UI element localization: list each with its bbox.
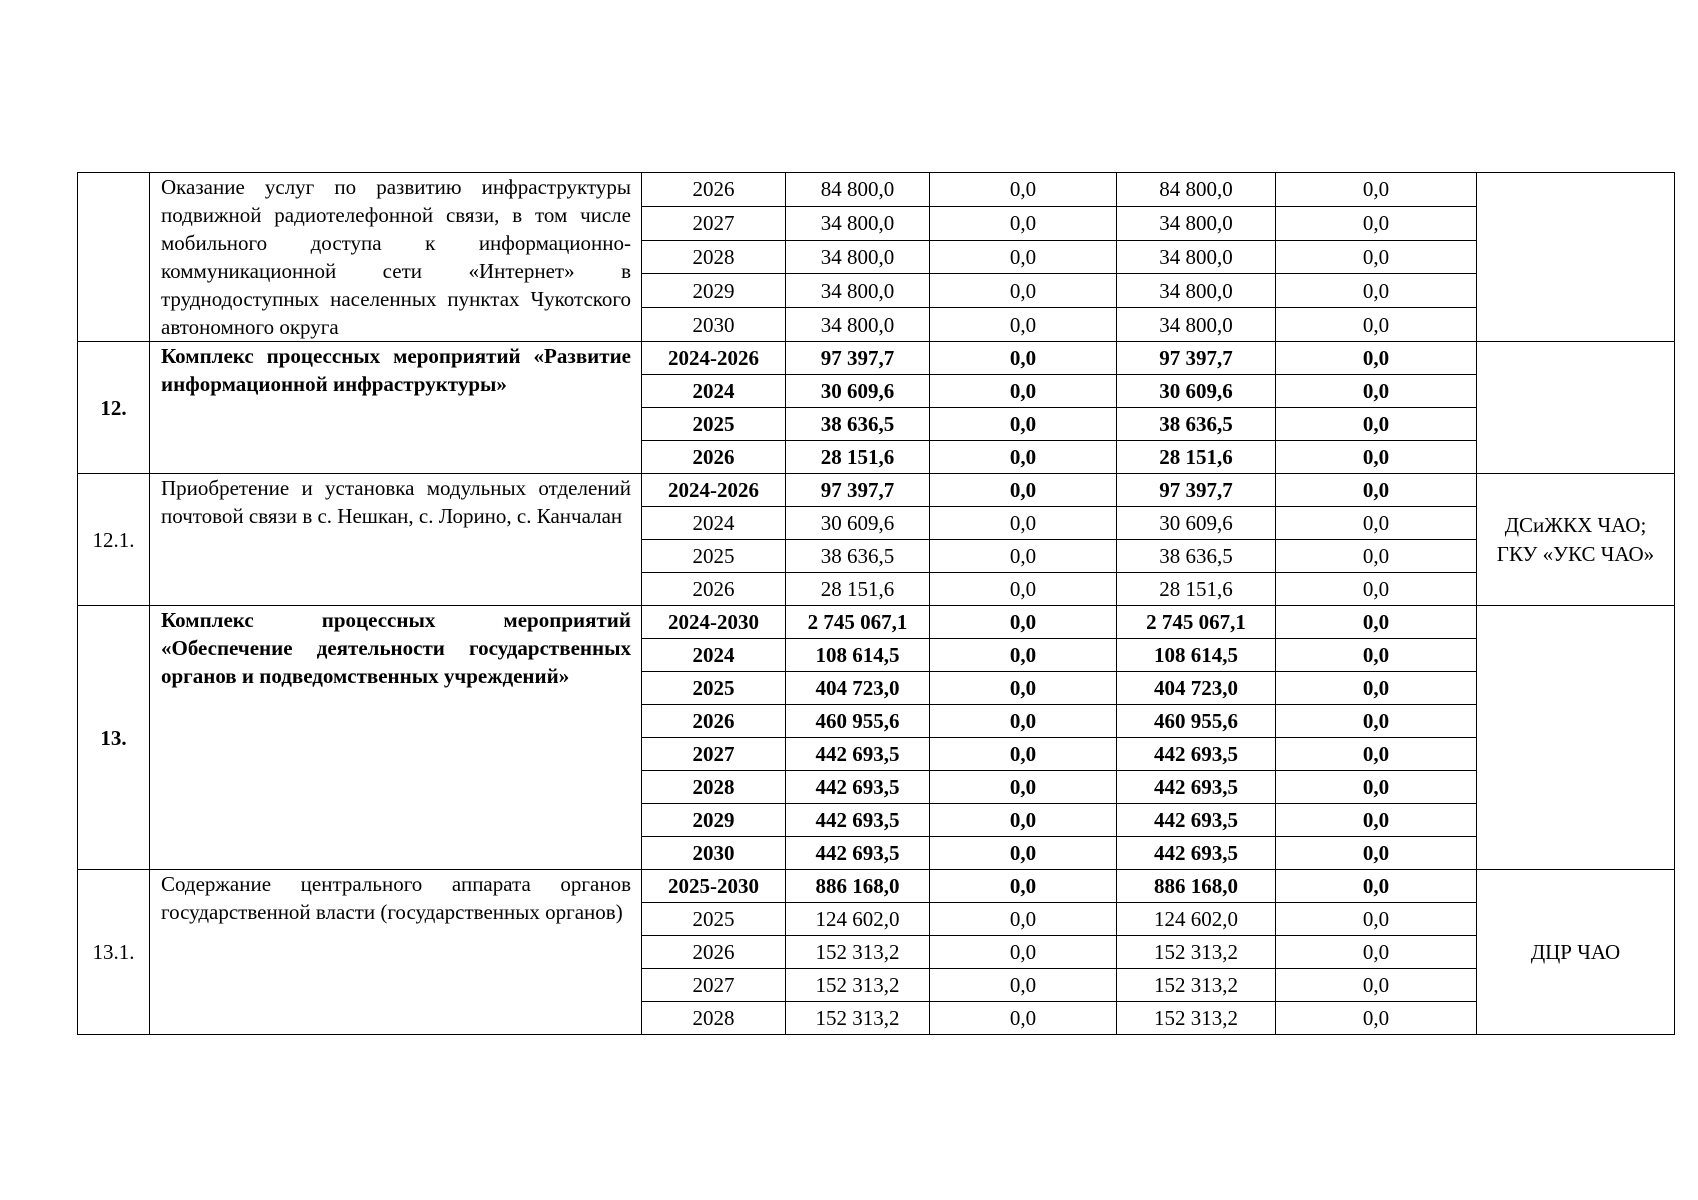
value-cell: 0,0 bbox=[1276, 441, 1477, 474]
row-description: Комплекс процессных мероприятий «Развитие информационной инфраструктуры» bbox=[150, 342, 642, 474]
value-cell: 0,0 bbox=[930, 804, 1117, 837]
year-cell: 2025 bbox=[642, 540, 786, 573]
total-cell: 442 693,5 bbox=[786, 771, 930, 804]
value-cell: 0,0 bbox=[930, 375, 1117, 408]
value-cell: 0,0 bbox=[930, 705, 1117, 738]
executor-cell: ДЦР ЧАО bbox=[1477, 870, 1675, 1035]
value-cell: 0,0 bbox=[1276, 206, 1477, 240]
value-cell: 0,0 bbox=[930, 837, 1117, 870]
total-cell: 2 745 067,1 bbox=[786, 606, 930, 639]
year-cell: 2027 bbox=[642, 206, 786, 240]
value-cell: 28 151,6 bbox=[1117, 441, 1276, 474]
value-cell: 460 955,6 bbox=[1117, 705, 1276, 738]
value-cell: 34 800,0 bbox=[1117, 206, 1276, 240]
value-cell: 38 636,5 bbox=[1117, 408, 1276, 441]
total-cell: 886 168,0 bbox=[786, 870, 930, 903]
year-cell: 2024 bbox=[642, 375, 786, 408]
value-cell: 0,0 bbox=[930, 308, 1117, 342]
value-cell: 0,0 bbox=[930, 969, 1117, 1002]
total-cell: 30 609,6 bbox=[786, 375, 930, 408]
table-row bbox=[78, 342, 1675, 375]
year-cell: 2029 bbox=[642, 804, 786, 837]
year-cell: 2030 bbox=[642, 308, 786, 342]
total-cell: 34 800,0 bbox=[786, 206, 930, 240]
row-number: 13.1. bbox=[78, 870, 150, 1035]
value-cell: 0,0 bbox=[1276, 606, 1477, 639]
year-cell: 2026 bbox=[642, 573, 786, 606]
value-cell: 404 723,0 bbox=[1117, 672, 1276, 705]
value-cell: 0,0 bbox=[1276, 342, 1477, 375]
total-cell: 34 800,0 bbox=[786, 308, 930, 342]
value-cell: 0,0 bbox=[1276, 672, 1477, 705]
value-cell: 0,0 bbox=[1276, 936, 1477, 969]
value-cell: 152 313,2 bbox=[1117, 1002, 1276, 1035]
value-cell: 0,0 bbox=[930, 342, 1117, 375]
year-cell: 2026 bbox=[642, 173, 786, 207]
value-cell: 0,0 bbox=[930, 936, 1117, 969]
total-cell: 28 151,6 bbox=[786, 441, 930, 474]
value-cell: 0,0 bbox=[1276, 375, 1477, 408]
year-cell: 2025-2030 bbox=[642, 870, 786, 903]
total-cell: 38 636,5 bbox=[786, 408, 930, 441]
value-cell: 34 800,0 bbox=[1117, 308, 1276, 342]
value-cell: 0,0 bbox=[930, 573, 1117, 606]
year-cell: 2026 bbox=[642, 705, 786, 738]
executor-cell bbox=[1477, 342, 1675, 474]
total-cell: 442 693,5 bbox=[786, 804, 930, 837]
value-cell: 0,0 bbox=[930, 1002, 1117, 1035]
value-cell: 0,0 bbox=[930, 903, 1117, 936]
value-cell: 0,0 bbox=[1276, 507, 1477, 540]
executor-cell bbox=[1477, 173, 1675, 342]
row-description: Оказание услуг по развитию инфраструктуры подвижной радиотелефонной связи, в том числе мобильного доступа к информационно-коммуникационной сети «Интернет» в труднодоступных населенных пунктах Чукотского автономного округа bbox=[150, 173, 642, 342]
value-cell: 442 693,5 bbox=[1117, 837, 1276, 870]
value-cell: 0,0 bbox=[1276, 308, 1477, 342]
value-cell: 0,0 bbox=[930, 540, 1117, 573]
table-row bbox=[78, 870, 1675, 903]
total-cell: 124 602,0 bbox=[786, 903, 930, 936]
value-cell: 0,0 bbox=[1276, 870, 1477, 903]
value-cell: 0,0 bbox=[1276, 540, 1477, 573]
value-cell: 0,0 bbox=[1276, 173, 1477, 207]
value-cell: 0,0 bbox=[1276, 969, 1477, 1002]
value-cell: 0,0 bbox=[930, 206, 1117, 240]
value-cell: 0,0 bbox=[1276, 705, 1477, 738]
value-cell: 0,0 bbox=[1276, 804, 1477, 837]
value-cell: 886 168,0 bbox=[1117, 870, 1276, 903]
value-cell: 0,0 bbox=[1276, 1002, 1477, 1035]
value-cell: 30 609,6 bbox=[1117, 507, 1276, 540]
executor-cell bbox=[1477, 606, 1675, 870]
value-cell: 152 313,2 bbox=[1117, 936, 1276, 969]
executor-cell: ДСиЖКХ ЧАО; ГКУ «УКС ЧАО» bbox=[1477, 474, 1675, 606]
total-cell: 442 693,5 bbox=[786, 738, 930, 771]
total-cell: 152 313,2 bbox=[786, 1002, 930, 1035]
value-cell: 0,0 bbox=[930, 173, 1117, 207]
value-cell: 0,0 bbox=[930, 870, 1117, 903]
total-cell: 97 397,7 bbox=[786, 474, 930, 507]
table-body bbox=[78, 173, 1675, 1035]
value-cell: 0,0 bbox=[930, 441, 1117, 474]
year-cell: 2026 bbox=[642, 936, 786, 969]
value-cell: 0,0 bbox=[930, 672, 1117, 705]
value-cell: 0,0 bbox=[1276, 771, 1477, 804]
funding-table bbox=[77, 172, 1675, 1035]
value-cell: 0,0 bbox=[1276, 474, 1477, 507]
year-cell: 2028 bbox=[642, 771, 786, 804]
value-cell: 0,0 bbox=[1276, 738, 1477, 771]
table-row bbox=[78, 474, 1675, 507]
table-row bbox=[78, 606, 1675, 639]
value-cell: 442 693,5 bbox=[1117, 771, 1276, 804]
year-cell: 2025 bbox=[642, 672, 786, 705]
year-cell: 2024-2026 bbox=[642, 474, 786, 507]
row-description: Комплекс процессных мероприятий «Обеспечение деятельности государственных органов и подведомственных учреждений» bbox=[150, 606, 642, 870]
value-cell: 0,0 bbox=[1276, 408, 1477, 441]
value-cell: 0,0 bbox=[930, 507, 1117, 540]
total-cell: 404 723,0 bbox=[786, 672, 930, 705]
total-cell: 152 313,2 bbox=[786, 936, 930, 969]
value-cell: 0,0 bbox=[1276, 639, 1477, 672]
year-cell: 2027 bbox=[642, 738, 786, 771]
row-number: 13. bbox=[78, 606, 150, 870]
total-cell: 442 693,5 bbox=[786, 837, 930, 870]
value-cell: 108 614,5 bbox=[1117, 639, 1276, 672]
value-cell: 38 636,5 bbox=[1117, 540, 1276, 573]
total-cell: 152 313,2 bbox=[786, 969, 930, 1002]
year-cell: 2029 bbox=[642, 274, 786, 308]
value-cell: 28 151,6 bbox=[1117, 573, 1276, 606]
table-row bbox=[78, 173, 1675, 207]
value-cell: 0,0 bbox=[930, 639, 1117, 672]
value-cell: 152 313,2 bbox=[1117, 969, 1276, 1002]
value-cell: 0,0 bbox=[1276, 573, 1477, 606]
value-cell: 0,0 bbox=[930, 771, 1117, 804]
total-cell: 30 609,6 bbox=[786, 507, 930, 540]
value-cell: 34 800,0 bbox=[1117, 240, 1276, 274]
total-cell: 108 614,5 bbox=[786, 639, 930, 672]
value-cell: 442 693,5 bbox=[1117, 738, 1276, 771]
total-cell: 84 800,0 bbox=[786, 173, 930, 207]
year-cell: 2025 bbox=[642, 903, 786, 936]
total-cell: 28 151,6 bbox=[786, 573, 930, 606]
total-cell: 460 955,6 bbox=[786, 705, 930, 738]
value-cell: 84 800,0 bbox=[1117, 173, 1276, 207]
year-cell: 2024 bbox=[642, 507, 786, 540]
value-cell: 97 397,7 bbox=[1117, 342, 1276, 375]
value-cell: 0,0 bbox=[930, 606, 1117, 639]
row-description: Содержание центрального аппарата органов государственной власти (государственных органов) bbox=[150, 870, 642, 1035]
row-number: 12. bbox=[78, 342, 150, 474]
year-cell: 2025 bbox=[642, 408, 786, 441]
year-cell: 2030 bbox=[642, 837, 786, 870]
year-cell: 2024-2030 bbox=[642, 606, 786, 639]
value-cell: 97 397,7 bbox=[1117, 474, 1276, 507]
value-cell: 0,0 bbox=[1276, 274, 1477, 308]
value-cell: 0,0 bbox=[1276, 903, 1477, 936]
value-cell: 0,0 bbox=[930, 474, 1117, 507]
value-cell: 0,0 bbox=[930, 274, 1117, 308]
value-cell: 34 800,0 bbox=[1117, 274, 1276, 308]
row-number: 12.1. bbox=[78, 474, 150, 606]
year-cell: 2024-2026 bbox=[642, 342, 786, 375]
row-number bbox=[78, 173, 150, 342]
row-description: Приобретение и установка модульных отделений почтовой связи в с. Нешкан, с. Лорино, с. Канчалан bbox=[150, 474, 642, 606]
year-cell: 2028 bbox=[642, 240, 786, 274]
value-cell: 0,0 bbox=[930, 738, 1117, 771]
value-cell: 2 745 067,1 bbox=[1117, 606, 1276, 639]
value-cell: 124 602,0 bbox=[1117, 903, 1276, 936]
value-cell: 0,0 bbox=[930, 408, 1117, 441]
year-cell: 2024 bbox=[642, 639, 786, 672]
value-cell: 442 693,5 bbox=[1117, 804, 1276, 837]
year-cell: 2026 bbox=[642, 441, 786, 474]
total-cell: 34 800,0 bbox=[786, 240, 930, 274]
year-cell: 2028 bbox=[642, 1002, 786, 1035]
value-cell: 30 609,6 bbox=[1117, 375, 1276, 408]
value-cell: 0,0 bbox=[1276, 837, 1477, 870]
value-cell: 0,0 bbox=[1276, 240, 1477, 274]
total-cell: 34 800,0 bbox=[786, 274, 930, 308]
value-cell: 0,0 bbox=[930, 240, 1117, 274]
year-cell: 2027 bbox=[642, 969, 786, 1002]
total-cell: 97 397,7 bbox=[786, 342, 930, 375]
total-cell: 38 636,5 bbox=[786, 540, 930, 573]
